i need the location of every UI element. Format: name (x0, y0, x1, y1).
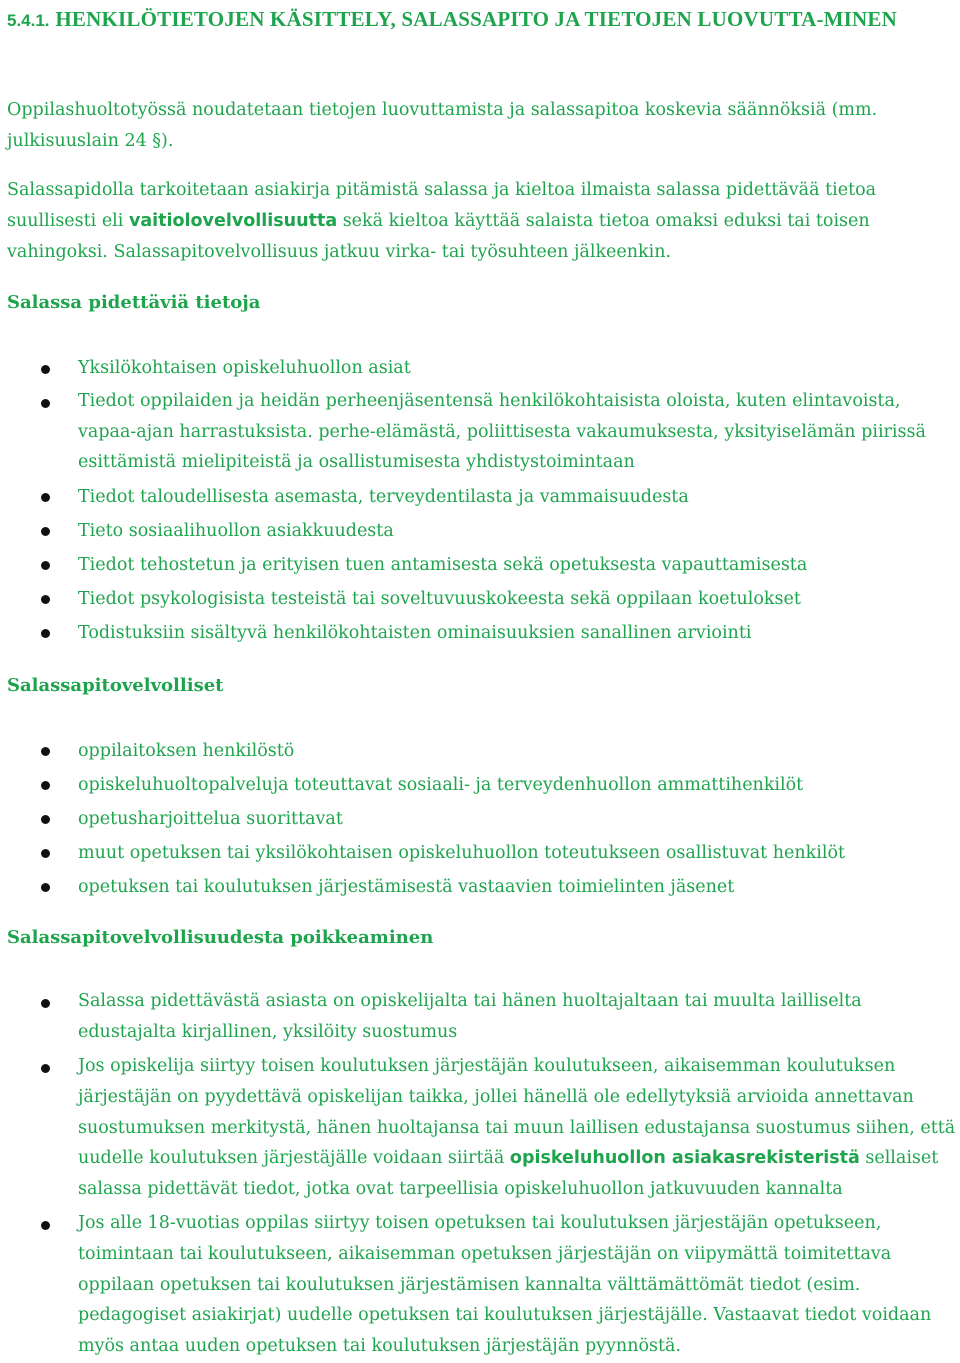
list-item (0, 386, 960, 478)
bullet-icon (41, 747, 50, 756)
obligated-persons-list (0, 734, 960, 904)
list-item (0, 1051, 960, 1205)
bullet-icon (41, 1221, 50, 1230)
list-item-text: Tiedot taloudellisesta asemasta, terveydentilasta ja vammaisuudesta (78, 486, 689, 507)
subheading-obligated-persons: Salassapitovelvolliset (7, 675, 224, 696)
list-item (0, 548, 960, 582)
subheading-exceptions: Salassapitovelvollisuudesta poikkeaminen (7, 927, 434, 948)
list-item-text-end: sellaiset salassa pidettävät tiedot, jotka ovat tarpeellisia opiskeluhuollon jatkuvuuden kannalta (78, 1148, 939, 1200)
bullet-icon (41, 561, 50, 570)
bullet-icon (41, 781, 50, 790)
list-item-text: Yksilökohtaisen opiskeluhuollon asiat (78, 358, 411, 378)
intro-paragraph-1: Oppilashuoltotyössä noudatetaan tietojen luovuttamista ja salassapitoa koskevia säännöksiä (mm. julkisuuslain 24 §). (7, 100, 878, 151)
list-item (0, 616, 960, 650)
list-item (0, 870, 960, 904)
list-item (0, 514, 960, 548)
bullet-icon (41, 1064, 50, 1073)
list-item (0, 986, 960, 1048)
subheading-confidential-info: Salassa pidettäviä tietoja (7, 292, 261, 313)
list-item (0, 802, 960, 836)
list-item (0, 836, 960, 870)
section-title: HENKILÖTIETOJEN KÄSITTELY, SALASSAPITO JA TIETOJEN LUOVUTTA-MINEN (55, 7, 897, 31)
list-item-text: muut opetuksen tai yksilökohtaisen opiskeluhuollon toteutukseen osallistuvat henkilöt (78, 843, 846, 863)
bullet-icon (41, 493, 50, 502)
list-item-text: Tiedot psykologisista testeistä tai soveltuvuuskokeesta sekä oppilaan koetulokset (78, 588, 801, 609)
bullet-icon (41, 629, 50, 638)
bullet-icon (41, 849, 50, 858)
list-item-text: opetuksen tai koulutuksen järjestämisestä vastaavien toimielinten jäsenet (78, 877, 735, 897)
bullet-icon (41, 595, 50, 604)
list-item-text: Salassa pidettävästä asiasta on opiskelijalta tai hänen huoltajaltaan tai muulta lailliselta edustajalta kirjallinen, yksilöity suostumus (78, 991, 862, 1042)
list-item-text: oppilaitoksen henkilöstö (78, 741, 295, 761)
intro-p2-text-start: Salassapidolla tarkoitetaan asiakirja pitämistä salassa ja kieltoa ilmaista salassa pidettävää tietoa suullisesti eli (7, 180, 877, 231)
list-item-text: Tiedot oppilaiden ja heidän perheenjäsentensä henkilökohtaisista oloista, kuten elintavoista, vapaa-ajan harrastuksista. perhe-elämästä, poliittisesta vakaumuksesta, yksityiselämän piirissä esittämistä mielipiteistä ja osallistumisesta yhdistystoimintaan (78, 391, 926, 472)
confidential-info-list (0, 352, 960, 650)
bullet-icon (41, 999, 50, 1008)
intro-paragraph-2 (7, 175, 953, 268)
list-item-text: opetusharjoittelua suorittavat (78, 809, 343, 829)
exceptions-list (0, 986, 960, 1362)
list-item-text: opiskeluhuoltopalveluja toteuttavat sosiaali- ja terveydenhuollon ammattihenkilöt (78, 775, 804, 795)
bullet-icon (41, 399, 50, 408)
section-heading (7, 4, 947, 36)
bullet-icon (41, 883, 50, 892)
list-item-text: Tiedot tehostetun ja erityisen tuen antamisesta sekä opetuksesta vapauttamisesta (78, 554, 808, 575)
list-item (0, 582, 960, 616)
list-item-bold-term: opiskeluhuollon asiakasrekisteristä (509, 1148, 860, 1169)
bullet-icon (41, 365, 50, 374)
list-item (0, 734, 960, 768)
intro-p2-bold-term: vaitiolovelvollisuutta (128, 211, 338, 231)
list-item (0, 768, 960, 802)
list-item-text: Jos alle 18-vuotias oppilas siirtyy toisen opetuksen tai koulutuksen järjestäjän opetukseen, toimintaan tai koulutukseen, aikaisemman opetuksen järjestäjän on viipymättä toimitettava oppilaan opetuksen tai koulutuksen järjestämisen kannalta välttämättömät tiedot (esim. pedagogiset asiakirjat) uudelle opetuksen tai koulutuksen järjestäjälle. Vastaavat tiedot voidaan myös antaa uuden opetuksen tai koulutuksen järjestäjän pyynnöstä. (78, 1212, 932, 1357)
section-number: 5.4.1. (7, 11, 50, 30)
bullet-icon (41, 527, 50, 536)
intro-p2-text-end: sekä kieltoa käyttää salaista tietoa omaksi eduksi tai toisen vahingoksi. Salassapitovelvollisuus jatkuu virka- tai työsuhteen jälkeenkin. (7, 211, 870, 262)
list-item-text: Tieto sosiaalihuollon asiakkuudesta (78, 520, 394, 541)
bullet-icon (41, 815, 50, 824)
list-item-text: Todistuksiin sisältyvä henkilökohtaisten ominaisuuksien sanallinen arviointi (78, 622, 752, 643)
list-item-text-start: Jos opiskelija siirtyy toisen koulutuksen järjestäjän koulutukseen, aikaisemman koulutuksen järjestäjän on pyydettävä opiskelijan taikka, jollei hänellä ole edellytyksiä arvioida annettavan suostumuksen merkitystä, hänen huoltajansa tai muun laillisen edustajansa suostumus siihen, että uudelle koulutuksen järjestäjälle voidaan siirtää (78, 1056, 956, 1169)
list-item (0, 1208, 960, 1362)
list-item (0, 352, 960, 385)
list-item (0, 480, 960, 514)
